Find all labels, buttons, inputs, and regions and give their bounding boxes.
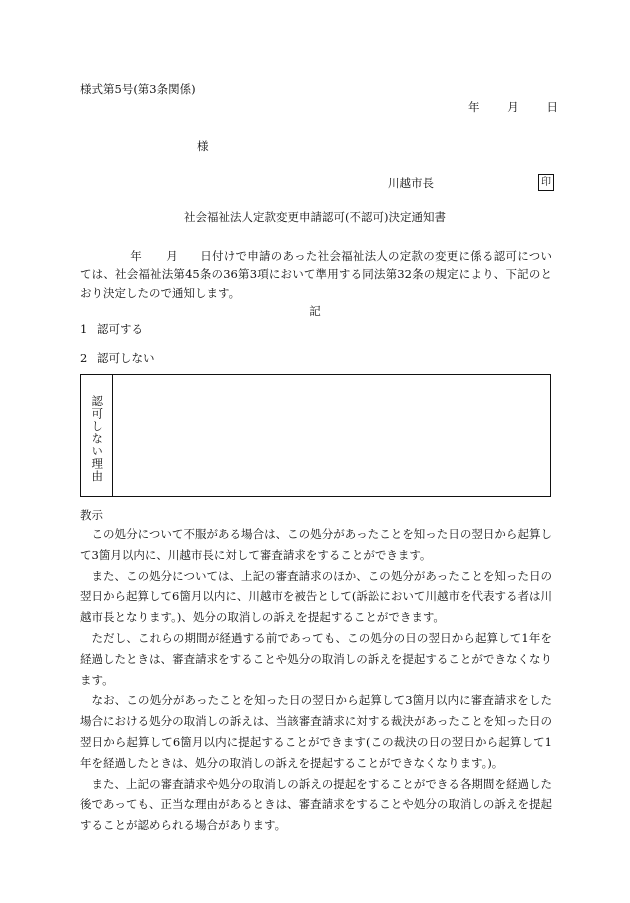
document-title: 社会福祉法人定款変更申請認可(不認可)決定通知書	[184, 210, 446, 224]
instruction-paragraph: また、この処分については、上記の審査請求のほか、この処分があったことを知った日の翌日から起算して6箇月以内に、川越市を被告として(訴訟において川越市を代表する者は川越市長となります。)、処分の取消しの訴えを提起することができます。	[80, 568, 552, 625]
option-approve	[80, 320, 143, 338]
seal-mark: 印	[538, 174, 554, 191]
intro-text: 日付けで申請のあった社会福祉法人の定款の変更に係る認可については、社会福祉法第45条の36第3項において準用する同法第32条の規定により、下記のとおり決定したので通知します。	[80, 249, 553, 300]
intro-month-label: 月	[166, 249, 178, 263]
instruction-paragraph: なお、この処分があったことを知った日の翌日から起算して3箇月以内に審査請求をした場合における処分の取消しの訴えは、当該審査請求に対する裁決があったことを知った日の翌日から起算して6箇月以内に提起することができます(この裁決の日の翌日から起算して1年を経過したときは、処分の取消しの訴えを提起することができなくなります。)。	[80, 693, 552, 770]
reason-label-cell	[81, 375, 113, 496]
option-label: 認可しない	[97, 351, 155, 365]
reason-content-area	[113, 375, 550, 496]
option-number: 1	[80, 322, 88, 336]
option-label: 認可する	[97, 322, 143, 336]
instruction-paragraph: また、上記の審査請求や処分の取消しの訴えの提起をすることができる各期間を経過した後であっても、正当な理由があるときは、審査請求をすることや処分の取消しの訴えを提起することが認められる場合があります。	[80, 776, 552, 833]
instruction-heading: 教示	[80, 508, 103, 522]
option-number: 2	[80, 351, 88, 365]
option-disapprove	[80, 349, 155, 367]
reason-label: 認可しない理由	[90, 395, 105, 483]
disapproval-reason-box	[80, 374, 551, 497]
date-month-label: 月	[507, 100, 519, 114]
instruction-body	[80, 524, 552, 836]
date-year-label: 年	[468, 100, 480, 114]
instruction-paragraph: ただし、これらの期間が経過する前であっても、この処分の日の翌日から起算して1年を経過したときは、審査請求をすることや処分の取消しの訴えを提起することができなくなります。	[80, 630, 552, 687]
intro-paragraph	[80, 247, 552, 302]
date-day-label: 日	[546, 100, 558, 114]
intro-year-label: 年	[130, 249, 142, 263]
addressee-suffix: 様	[197, 139, 209, 153]
form-number: 様式第5号(第3条関係)	[80, 82, 196, 96]
date-line	[468, 98, 558, 116]
issuer-name: 川越市長	[388, 176, 434, 190]
record-mark: 記	[309, 304, 321, 318]
instruction-paragraph: この処分について不服がある場合は、この処分があったことを知った日の翌日から起算して3箇月以内に、川越市長に対して審査請求をすることができます。	[80, 527, 552, 562]
